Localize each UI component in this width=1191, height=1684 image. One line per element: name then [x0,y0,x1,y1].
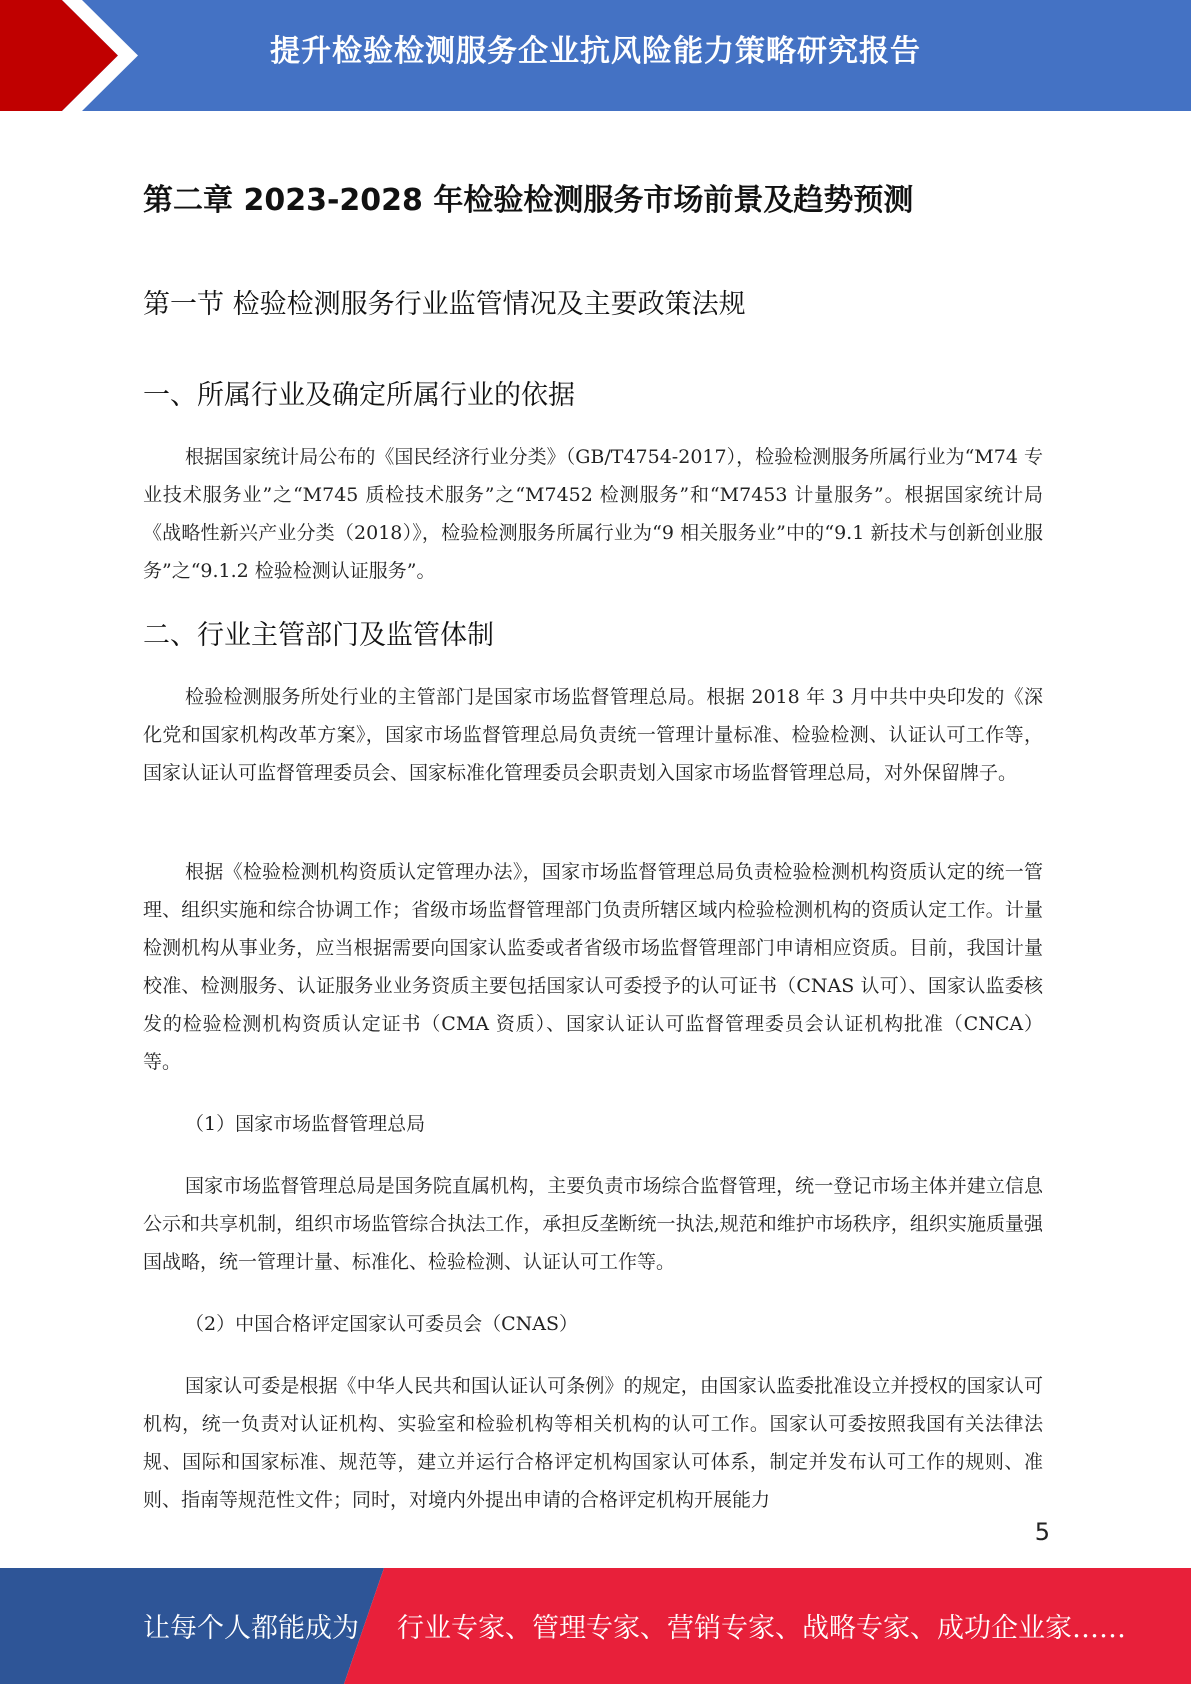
report-title: 提升检验检测服务企业抗风险能力策略研究报告 [270,34,921,69]
page-number: 5 [1034,1518,1050,1546]
subsection-title-2: 二、行业主管部门及监管体制 [143,620,494,651]
paragraph-qualification: 根据《检验检测机构资质认定管理办法》，国家市场监督管理总局负责检验检测机构资质认定的统一管理、组织实施和综合协调工作；省级市场监督管理部门负责所辖区域内检验检测机构的资质认定工作。计量检测机构从事业务，应当根据需要向国家认监委或者省级市场监督管理部门申请相应资质。目前，我国计量校准、检测服务、认证服务业业务资质主要包括国家认可委授予的认可证书（CNAS 认可）、国家认监委核发的检验检测机构资质认定证书（CMA 资质）、国家认证认可监督管理委员会认证机构批准（CNCA）等。 [143,861,1043,1073]
paragraph-cnas: 国家认可委是根据《中华人民共和国认证认可条例》的规定，由国家认监委批准设立并授权的国家认可机构，统一负责对认证机构、实验室和检验机构等相关机构的认可工作。国家认可委按照我国有关法律法规、国际和国家标准、规范等，建立并运行合格评定机构国家认可体系，制定并发布认可工作的规则、准则、指南等规范性文件；同时，对境内外提出申请的合格评定机构开展能力 [143,1375,1043,1511]
header-arrow-icon [0,0,160,111]
paragraph-industry-classification: 根据国家统计局公布的《国民经济行业分类》（GB/T4754-2017），检验检测服务所属行业为“M74 专业技术服务业”之“M745 质检技术服务”之“M7452 检测服务”和“M7453 计量服务”。根据国家统计局《战略性新兴产业分类（2018）》，检验检测服务所属行业为“9 相关服务业”中的“9.1 新技术与创新创业服务”之“9.1.2 检验检测认证服务”。 [143,446,1043,582]
footer-slogan-left: 让每个人都能成为 [143,1613,359,1644]
section-title: 第一节 检验检测服务行业监管情况及主要政策法规 [143,289,746,320]
footer-slogan-right: 行业专家、管理专家、营销专家、战略专家、成功企业家…… [397,1613,1126,1644]
paragraph-regulator: 检验检测服务所处行业的主管部门是国家市场监督管理总局。根据 2018 年 3 月中共中央印发的《深化党和国家机构改革方案》，国家市场监督管理总局负责统一管理计量标准、检验检测、认证认可工作等，国家认证认可监督管理委员会、国家标准化管理委员会职责划入国家市场监督管理总局，对外保留牌子。 [143,686,1043,784]
paragraph-samr: 国家市场监督管理总局是国务院直属机构，主要负责市场综合监督管理，统一登记市场主体并建立信息公示和共享机制，组织市场监管综合执法工作，承担反垄断统一执法,规范和维护市场秩序，组织实施质量强国战略，统一管理计量、标准化、检验检测、认证认可工作等。 [143,1175,1043,1273]
subsection-title-1: 一、所属行业及确定所属行业的依据 [143,380,575,411]
footer-banner [0,1568,1191,1684]
chapter-title: 第二章 2023-2028 年检验检测服务市场前景及趋势预测 [143,183,914,218]
item-label-cnas: （2）中国合格评定国家认可委员会（CNAS） [185,1313,578,1335]
header-banner [0,0,1191,111]
item-label-samr: （1）国家市场监督管理总局 [185,1113,426,1135]
